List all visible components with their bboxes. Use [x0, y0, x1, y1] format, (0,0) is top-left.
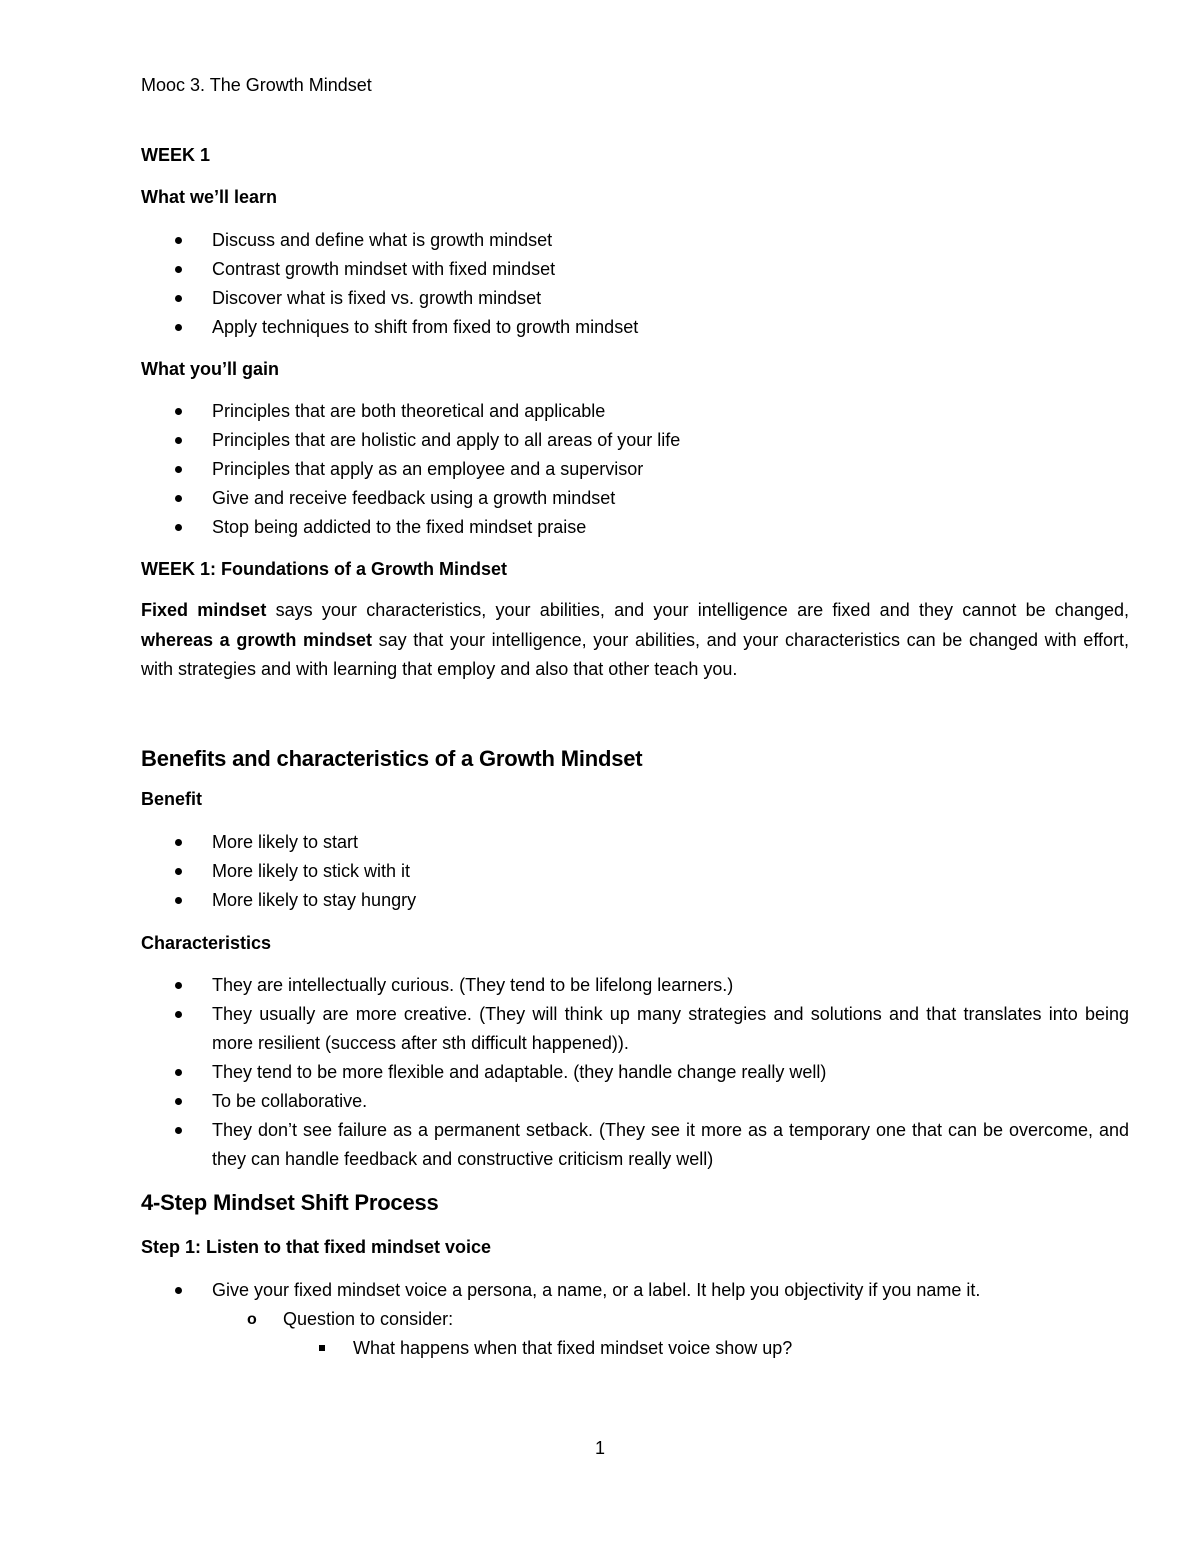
benefit-heading: Benefit — [141, 788, 203, 809]
process-heading: 4-Step Mindset Shift Process — [141, 1189, 439, 1215]
characteristics-heading: Characteristics — [141, 932, 272, 953]
benefits-heading: Benefits and characteristics of a Growth Mindset — [141, 745, 643, 771]
square-bullet-icon — [319, 1345, 325, 1351]
bullet-icon — [175, 266, 182, 273]
list-item: They are intellectually curious. (They tend to be lifelong learners.) — [141, 971, 1129, 1000]
foundations-heading: WEEK 1: Foundations of a Growth Mindset — [141, 559, 507, 579]
gain-heading: What you’ll gain — [141, 359, 279, 379]
list-item: Discover what is fixed vs. growth mindset — [141, 284, 1129, 313]
gain-list — [141, 397, 1129, 542]
list-item: To be collaborative. — [141, 1087, 1129, 1116]
bullet-icon — [175, 437, 182, 444]
bullet-icon — [175, 839, 182, 846]
bullet-icon — [175, 1127, 182, 1134]
list-item: More likely to start — [141, 828, 1129, 857]
list-item: More likely to stick with it — [141, 857, 1129, 886]
list-item: They tend to be more flexible and adaptable. (they handle change really well) — [141, 1058, 1129, 1087]
list-item: Principles that are holistic and apply to all areas of your life — [141, 426, 1129, 455]
bullet-icon — [175, 1011, 182, 1018]
step1-heading: Step 1: Listen to that fixed mindset voice — [141, 1236, 492, 1257]
bullet-icon — [175, 324, 182, 331]
bullet-icon — [175, 237, 182, 244]
learn-heading: What we’ll learn — [141, 187, 278, 207]
list-item: More likely to stay hungry — [141, 886, 1129, 915]
foundations-paragraph: Fixed mindset says your characteristics, your abilities, and your intelligence are fixed and they cannot be changed, whereas a growth mindset say that your intelligence, your abilities, and your characteristics can be changed with effort, with strategies and with learning that employ and also that other teach you. — [141, 600, 1130, 679]
list-item: What happens when that fixed mindset voice show up? — [141, 1334, 1129, 1363]
list-item: They don’t see failure as a permanent setback. (They see it more as a temporary one that can be overcome, and they can handle feedback and constructive criticism really well) — [141, 1116, 1129, 1174]
bullet-icon — [175, 1098, 182, 1105]
bullet-icon — [175, 466, 182, 473]
list-item: Principles that are both theoretical and applicable — [141, 397, 1129, 426]
list-item: Give your fixed mindset voice a persona, a name, or a label. It help you objectivity if you name it. — [141, 1276, 1129, 1305]
bullet-icon — [175, 868, 182, 875]
list-item: Principles that apply as an employee and a supervisor — [141, 455, 1129, 484]
list-item: Contrast growth mindset with fixed mindset — [141, 255, 1129, 284]
characteristics-list — [141, 971, 1129, 1174]
bullet-icon — [175, 897, 182, 904]
bullet-icon — [175, 295, 182, 302]
page-content — [141, 72, 1129, 1363]
page-number: 1 — [594, 1438, 605, 1458]
bullet-icon — [175, 495, 182, 502]
list-item: Discuss and define what is growth mindset — [141, 226, 1129, 255]
bullet-icon — [175, 408, 182, 415]
circle-bullet-icon: o — [247, 1310, 257, 1328]
learn-list — [141, 226, 1129, 342]
list-item: Apply techniques to shift from fixed to growth mindset — [141, 313, 1129, 342]
bullet-icon — [175, 524, 182, 531]
benefit-list — [141, 828, 1129, 915]
step1-subsublist — [141, 1334, 1129, 1363]
list-item: Give and receive feedback using a growth mindset — [141, 484, 1129, 513]
list-item: Stop being addicted to the fixed mindset praise — [141, 513, 1129, 542]
bullet-icon — [175, 1287, 182, 1294]
week-heading: WEEK 1 — [141, 145, 211, 165]
fixed-mindset-term: Fixed mindset — [141, 600, 267, 620]
bullet-icon — [175, 982, 182, 989]
bullet-icon — [175, 1069, 182, 1076]
growth-mindset-term: whereas a growth mindset — [141, 629, 372, 650]
list-item: They usually are more creative. (They will think up many strategies and solutions and that translates into being more resilient (success after sth difficult happened)). — [141, 1000, 1129, 1058]
list-item: o Question to consider: — [141, 1305, 1129, 1334]
step1-list — [141, 1276, 1129, 1305]
step1-sublist — [141, 1305, 1129, 1334]
document-header: Mooc 3. The Growth Mindset — [141, 75, 372, 95]
